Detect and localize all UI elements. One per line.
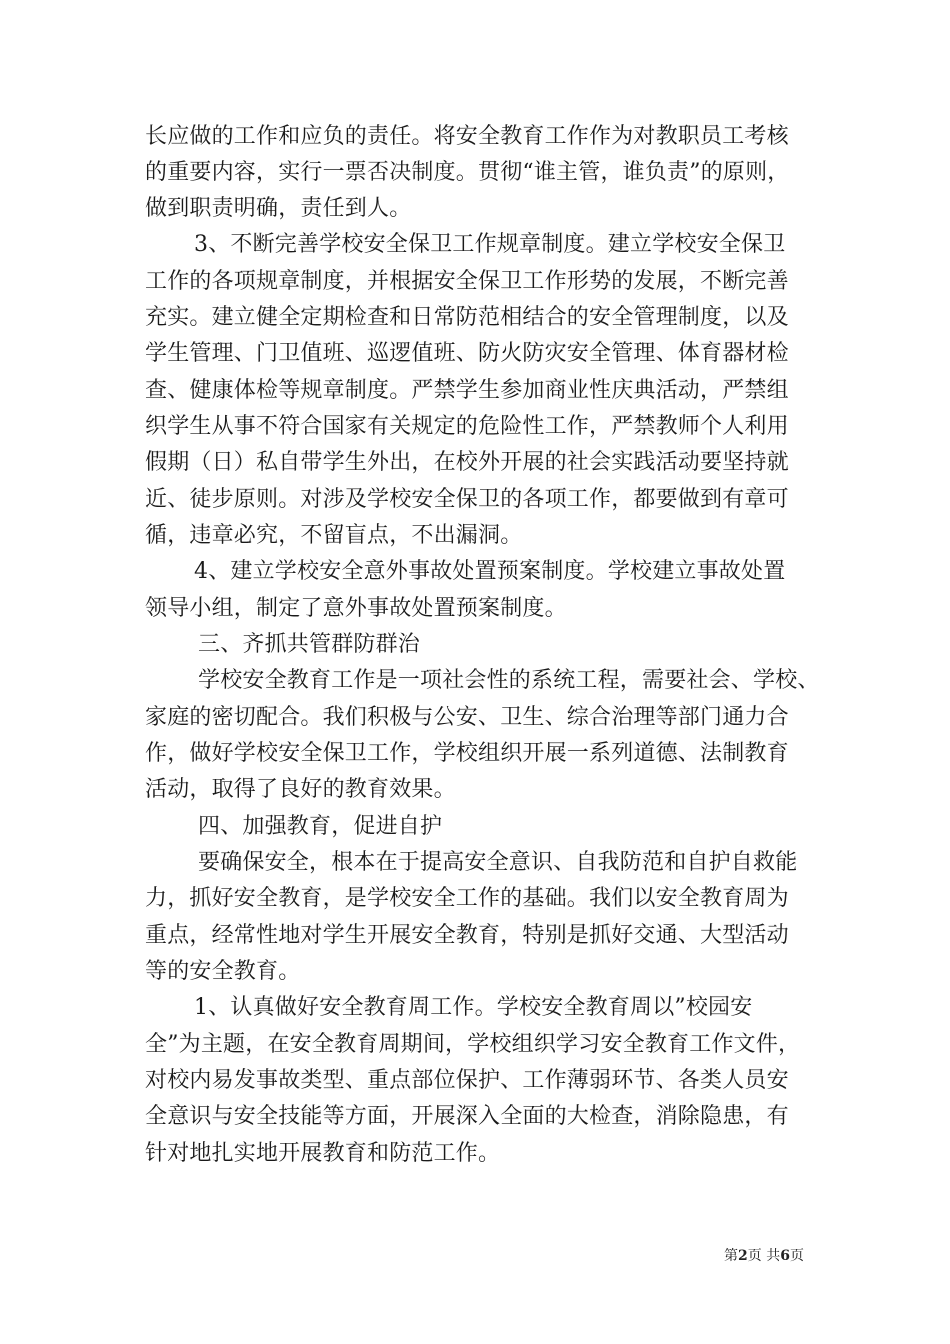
body-text-line: 假期（日）私自带学生外出，在校外开展的社会实践活动要坚持就 (145, 450, 789, 475)
body-text-line: 查、健康体检等规章制度。严禁学生参加商业性庆典活动，严禁组 (145, 378, 789, 403)
body-text-line: 对校内易发事故类型、重点部位保护、工作薄弱环节、各类人员安 (145, 1068, 789, 1093)
paragraph-start: 学校安全教育工作是一项社会性的系统工程，需要社会、学校、 (198, 668, 820, 693)
numbered-paragraph-start: 3、不断完善学校安全保卫工作规章制度。建立学校安全保卫 (194, 232, 786, 257)
body-text-line: 领导小组，制定了意外事故处置预案制度。 (145, 596, 567, 621)
body-text-line: 循，违章必究，不留盲点，不出漏洞。 (145, 523, 523, 548)
page-number-footer (724, 1247, 804, 1265)
body-text-line: 工作的各项规章制度，并根据安全保卫工作形势的发展，不断完善 (145, 269, 789, 294)
body-text-line: 全意识与安全技能等方面，开展深入全面的大检查，消除隐患，有 (145, 1104, 789, 1129)
body-text-line: 织学生从事不符合国家有关规定的危险性工作，严禁教师个人利用 (145, 414, 789, 439)
body-text-line: 充实。建立健全定期检查和日常防范相结合的安全管理制度，以及 (145, 305, 789, 330)
total-pages-number: 6 (780, 1248, 790, 1264)
footer-middle: 页 共 (747, 1248, 781, 1264)
body-text-line: 学生管理、门卫值班、巡逻值班、防火防灾安全管理、体育器材检 (145, 341, 789, 366)
body-text-line: 作，做好学校安全保卫工作，学校组织开展一系列道德、法制教育 (145, 741, 789, 766)
body-text-line: 针对地扎实地开展教育和防范工作。 (145, 1141, 501, 1166)
section-heading: 三、齐抓共管群防群治 (198, 632, 421, 657)
body-text-line: 等的安全教育。 (145, 959, 301, 984)
numbered-paragraph-start: 4、建立学校安全意外事故处置预案制度。学校建立事故处置 (194, 559, 786, 584)
body-text-line: 活动，取得了良好的教育效果。 (145, 777, 456, 802)
body-text-line: 近、徒步原则。对涉及学校安全保卫的各项工作，都要做到有章可 (145, 487, 789, 512)
numbered-paragraph-start: 1、认真做好安全教育周工作。学校安全教育周以”校园安 (194, 995, 753, 1020)
body-text-line: 的重要内容，实行一票否决制度。贯彻“谁主管，谁负责”的原则， (145, 160, 790, 185)
current-page-number: 2 (738, 1248, 748, 1264)
footer-suffix: 页 (790, 1248, 804, 1264)
footer-prefix: 第 (724, 1248, 739, 1264)
section-heading: 四、加强教育，促进自护 (198, 814, 443, 839)
body-text-line: 全”为主题，在安全教育周期间，学校组织学习安全教育工作文件， (145, 1032, 801, 1057)
body-text-line: 做到职责明确，责任到人。 (145, 196, 412, 221)
paragraph-start: 要确保安全，根本在于提高安全意识、自我防范和自护自救能 (198, 850, 798, 875)
body-text-line: 力，抓好安全教育，是学校安全工作的基础。我们以安全教育周为 (145, 886, 789, 911)
body-text-line: 长应做的工作和应负的责任。将安全教育工作作为对教职员工考核 (145, 124, 789, 149)
body-text-line: 重点，经常性地对学生开展安全教育，特别是抓好交通、大型活动 (145, 923, 789, 948)
body-text-line: 家庭的密切配合。我们积极与公安、卫生、综合治理等部门通力合 (145, 705, 789, 730)
